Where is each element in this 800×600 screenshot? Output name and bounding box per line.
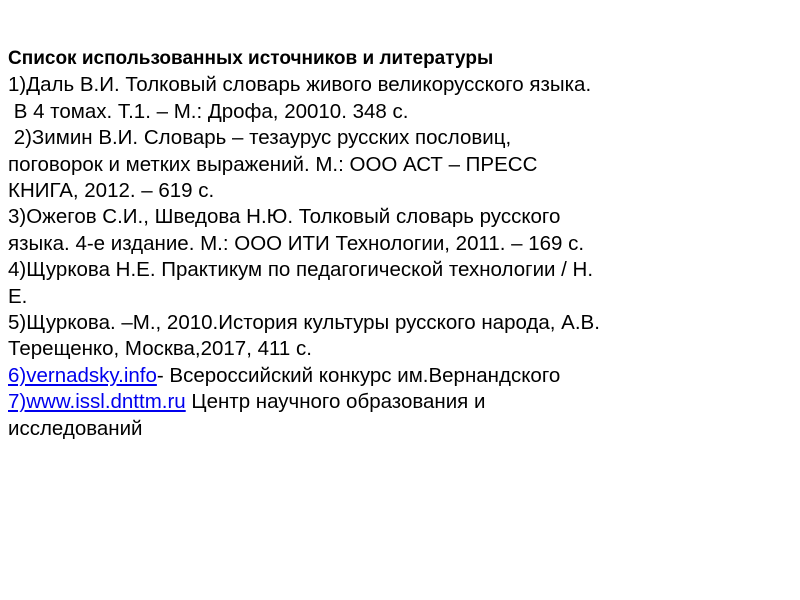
reference-line: Терещенко, Москва,2017, 411 с. <box>8 337 312 361</box>
page-title: Список использованных источников и литературы <box>8 48 494 69</box>
reference-line: 2)Зимин В.И. Словарь – тезаурус русских пословиц, <box>8 126 512 150</box>
reference-line: В 4 томах. Т.1. – М.: Дрофа, 20010. 348 с. <box>8 99 409 123</box>
reference-line: КНИГА, 2012. – 619 с. <box>8 179 215 203</box>
reference-line: 1)Даль В.И. Толковый словарь живого великорусского языка. <box>8 73 592 97</box>
reference-line: 3)Ожегов С.И., Шведова Н.Ю. Толковый словарь русского <box>8 205 561 229</box>
reference-line: 5)Щуркова. –М., 2010.История культуры русского народа, А.В. <box>8 311 600 335</box>
reference-line-7 <box>8 389 788 415</box>
reference-text: Центр научного образования и <box>185 390 486 414</box>
reference-line: Е. <box>8 284 28 308</box>
vernadsky-link[interactable]: 6)vernadsky.info <box>8 363 157 387</box>
reference-line: поговорок и метких выражений. М.: ООО АСТ – ПРЕСС <box>8 152 538 176</box>
reference-list <box>8 46 788 442</box>
reference-line: исследований <box>8 416 143 440</box>
reference-line-6 <box>8 363 788 389</box>
issl-dnttm-link[interactable]: 7)www.issl.dnttm.ru <box>8 390 186 414</box>
reference-text: - Всероссийский конкурс им.Вернандского <box>156 363 561 387</box>
reference-line: 4)Щуркова Н.Е. Практикум по педагогической технологии / Н. <box>8 258 594 282</box>
reference-line: языка. 4-е издание. М.: ООО ИТИ Технологии, 2011. – 169 с. <box>8 231 585 255</box>
